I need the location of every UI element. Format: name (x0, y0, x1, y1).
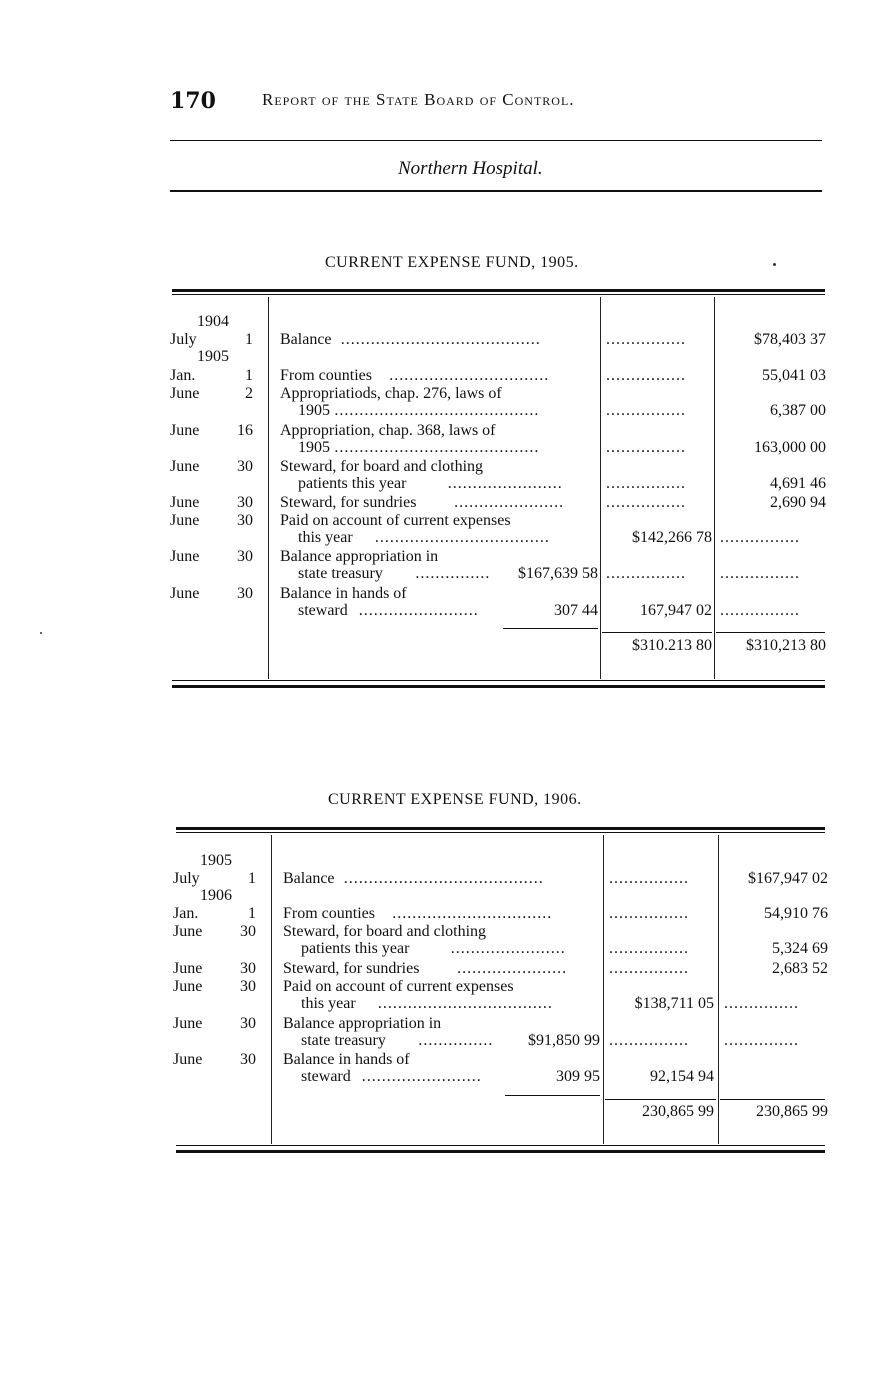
table1-row (0, 331, 887, 371)
print-speck (773, 263, 776, 266)
table1-row-credit: 2,690 94 (770, 494, 826, 511)
table2-row-credit-leader: ............... (724, 995, 799, 1012)
table1-row-description: Balance appropriation in (280, 548, 439, 565)
table1-total-rule-debit (602, 632, 712, 633)
table2-row-month: June (173, 923, 203, 940)
table2-row-month: June (173, 978, 203, 995)
table2-row-description: Balance (283, 870, 335, 887)
table1-row (0, 585, 887, 625)
table1-row-description-cont: state treasury (298, 565, 383, 582)
table1-row-debit: 167,947 02 (640, 602, 712, 619)
table1-year-label: 1905 (197, 348, 229, 365)
table1-row-description-cont: 1905 (298, 439, 330, 456)
table2-row-day: 30 (240, 1015, 256, 1032)
table2-row-credit-leader: ............... (724, 1032, 799, 1049)
table1-top-rule-thin (172, 294, 825, 295)
table2-row (0, 978, 887, 1018)
table2-row-description-cont: this year (301, 995, 356, 1012)
table1-row-month: June (170, 494, 200, 511)
table1-row-debit-leader: ................ (606, 439, 686, 456)
table2-row (0, 870, 887, 910)
table1-row-day: 2 (245, 385, 253, 402)
table2-row-leader: ........................................ (343, 870, 544, 887)
table1-total-rule-credit (716, 632, 825, 633)
table2-row-leader: ....................... (450, 940, 566, 957)
table1-row-leader: ............... (415, 565, 491, 582)
table2-row-credit: 2,683 52 (772, 960, 828, 977)
table2-row-month: June (173, 1051, 203, 1068)
header-rule-bottom (170, 190, 822, 192)
table1-row-credit: 55,041 03 (762, 367, 826, 384)
table2-row-leader: ...................... (457, 960, 568, 977)
table1-row-leader: ................................... (374, 529, 550, 546)
table1-row-day: 1 (245, 331, 253, 348)
table1-row-credit-leader: ................ (720, 602, 800, 619)
table1-row-description: Balance in hands of (280, 585, 407, 602)
table1-row-day: 1 (245, 367, 253, 384)
table1-row-description-cont: patients this year (298, 475, 407, 492)
print-speck (40, 632, 42, 634)
table2-row-debit-leader: ................ (609, 1032, 689, 1049)
table1-row-description: Balance (280, 331, 332, 348)
table1-top-rule-thick (172, 289, 825, 292)
table2-total-rule-debit (605, 1099, 716, 1100)
table1-row-description: Appropriation, chap. 368, laws of (280, 422, 496, 439)
table1-row-leader: ........................ (358, 602, 479, 619)
table1-row (0, 512, 887, 552)
table2-row-description-cont: steward (301, 1068, 351, 1085)
table1-row-month: July (170, 331, 197, 348)
table2-row-debit-leader: ................ (609, 905, 689, 922)
page-number: 170 (170, 88, 216, 114)
table2-year-label: 1905 (200, 852, 232, 869)
table2-row (0, 1015, 887, 1055)
table1-row-day: 30 (237, 494, 253, 511)
table1-bottom-rule-thin (172, 680, 825, 681)
table1-row-month: June (170, 422, 200, 439)
table2-row-description-cont: patients this year (301, 940, 410, 957)
table2-row-month: June (173, 1015, 203, 1032)
table2-title: CURRENT EXPENSE FUND, 1906. (328, 791, 582, 808)
table2-year-label: 1906 (200, 887, 232, 904)
running-title: Report of the State Board of Control. (262, 90, 575, 109)
table2-bottom-rule-thin (176, 1145, 825, 1146)
table2-row-description: Balance appropriation in (283, 1015, 442, 1032)
table1-row-description-cont: this year (298, 529, 353, 546)
table1-row-debit-leader: ................ (606, 402, 686, 419)
table2-top-rule-thick (176, 827, 825, 830)
table2-row-month: July (173, 870, 200, 887)
table2-row-day: 30 (240, 978, 256, 995)
table1-row-day: 30 (237, 458, 253, 475)
table2-row-description-cont: state treasury (301, 1032, 386, 1049)
table1-row-debit-leader: ................ (606, 565, 686, 582)
table2-row-day: 30 (240, 960, 256, 977)
table2-totals-row (0, 1103, 887, 1123)
table2-bottom-rule-thick (176, 1150, 825, 1153)
table1-row-month: June (170, 385, 200, 402)
table1-row-description: Steward, for board and clothing (280, 458, 484, 475)
table2-row-day: 30 (240, 1051, 256, 1068)
table2-row-debit-leader: ................ (609, 960, 689, 977)
table2-row-day: 1 (248, 905, 256, 922)
table2-row-credit: 54,910 76 (764, 905, 828, 922)
table1-row-sub-amount: $167,639 58 (518, 565, 598, 582)
table1-row-day: 30 (237, 585, 253, 602)
table1-row-debit: $142,266 78 (632, 529, 712, 546)
table2-total-debit: 230,865 99 (642, 1103, 714, 1120)
table1-row-month: June (170, 458, 200, 475)
table1-row-description-cont: 1905 (298, 402, 330, 419)
table1-row-debit-leader: ................ (606, 494, 686, 511)
table2-row-month: Jan. (173, 905, 199, 922)
table2-row-debit: 92,154 94 (650, 1068, 714, 1085)
table1-row-credit: 4,691 46 (770, 475, 826, 492)
section-heading: Northern Hospital. (398, 158, 543, 179)
table2-row-description: Balance in hands of (283, 1051, 410, 1068)
table1-row-leader: ................................ (389, 367, 550, 384)
table1-row-leader: ....................... (447, 475, 563, 492)
table1-row-credit-leader: ................ (720, 529, 800, 546)
table1-row-month: June (170, 512, 200, 529)
table2-row-description: Steward, for sundries (283, 960, 420, 977)
table1-row-credit: 163,000 00 (754, 439, 826, 456)
table1-year-label: 1904 (197, 313, 229, 330)
header-rule-top (170, 140, 822, 141)
table1-row-leader: ........................................ (340, 331, 541, 348)
table1-total-debit: $310.213 80 (632, 637, 712, 654)
table1-row-month: June (170, 548, 200, 565)
table2-row-day: 30 (240, 923, 256, 940)
table1-row-description: Appropriatiods, chap. 276, laws of (280, 385, 502, 402)
table1-row-sub-amount: 307 44 (554, 602, 598, 619)
table1-row (0, 385, 887, 425)
table1-row-debit-leader: ................ (606, 367, 686, 384)
table1-row-month: June (170, 585, 200, 602)
table1-row (0, 422, 887, 462)
table1-bottom-rule-thick (172, 685, 825, 688)
table1-row-credit: $78,403 37 (754, 331, 826, 348)
table1-row-month: Jan. (170, 367, 196, 384)
table1-total-credit: $310,213 80 (746, 637, 826, 654)
table2-top-rule-thin (176, 832, 825, 833)
table1-row-leader: ...................... (454, 494, 565, 511)
table1-row-description: Steward, for sundries (280, 494, 417, 511)
table1-row-day: 16 (237, 422, 253, 439)
table2-row (0, 1051, 887, 1091)
table2-row-description: Paid on account of current expenses (283, 978, 514, 995)
table1-row-leader: ......................................... (334, 402, 540, 419)
table2-row-month: June (173, 960, 203, 977)
table2-row-credit: $167,947 02 (748, 870, 828, 887)
table2-row-sub-amount: $91,850 99 (528, 1032, 600, 1049)
table1-subtotal-rule (503, 628, 598, 629)
table1-row-day: 30 (237, 548, 253, 565)
table2-row-leader: ................................... (377, 995, 553, 1012)
table1-row-description-cont: steward (298, 602, 348, 619)
table1-row-debit-leader: ................ (606, 331, 686, 348)
table2-row-debit-leader: ................ (609, 940, 689, 957)
table2-row (0, 923, 887, 963)
table1-row-description: From counties (280, 367, 372, 384)
table1-row-description: Paid on account of current expenses (280, 512, 511, 529)
table1-row (0, 458, 887, 498)
table1-row-day: 30 (237, 512, 253, 529)
table2-row-debit-leader: ................ (609, 870, 689, 887)
table2-row-sub-amount: 309 95 (556, 1068, 600, 1085)
table1-row (0, 548, 887, 588)
table2-row-leader: ........................ (361, 1068, 482, 1085)
table2-total-credit: 230,865 99 (756, 1103, 828, 1120)
table2-subtotal-rule (505, 1095, 600, 1096)
table1-row-debit-leader: ................ (606, 475, 686, 492)
table1-row-leader: ......................................... (334, 439, 540, 456)
table2-row-leader: ................................ (392, 905, 553, 922)
table2-total-rule-credit (720, 1099, 825, 1100)
table2-row-leader: ............... (418, 1032, 494, 1049)
table2-row-credit: 5,324 69 (772, 940, 828, 957)
table1-row-credit-leader: ................ (720, 565, 800, 582)
table1-row-credit: 6,387 00 (770, 402, 826, 419)
table1-title: CURRENT EXPENSE FUND, 1905. (325, 254, 579, 271)
table2-row-day: 1 (248, 870, 256, 887)
table2-row-description: Steward, for board and clothing (283, 923, 487, 940)
table2-row-debit: $138,711 05 (634, 995, 714, 1012)
table2-row-description: From counties (283, 905, 375, 922)
table1-totals-row (0, 637, 887, 657)
